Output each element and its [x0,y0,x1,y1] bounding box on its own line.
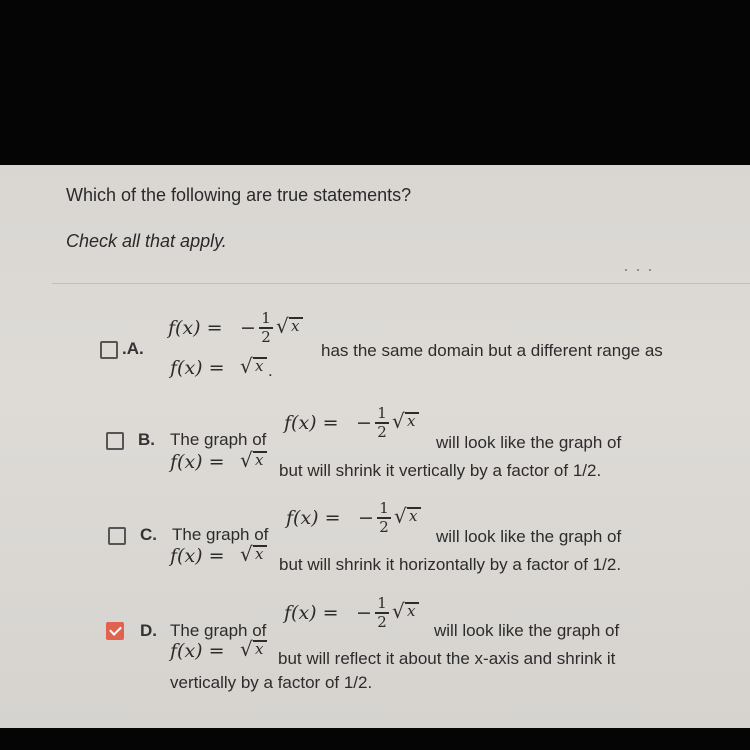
option-b-denominator: 2 [377,423,387,441]
option-a-checkbox[interactable] [100,341,118,359]
option-d-denominator: 2 [377,613,387,631]
option-d-text2: but will reflect it about the x-axis and shrink it [278,649,616,668]
option-d-radical-icon: √ [392,599,405,623]
option-d-text1: will look like the graph of [434,621,620,640]
option-c-numerator: 1 [379,499,389,517]
option-b-radical-icon: √ [392,409,405,433]
option-b-func-lhs: f(x) = [284,412,339,434]
option-c-letter: C. [140,525,157,544]
option-d-func2-lhs: f(x) = [170,640,225,662]
option-d-text3: vertically by a factor of 1/2. [170,673,373,692]
option-d-radicand: x [407,602,416,620]
question-text: Which of the following are true statements? [66,185,412,205]
divider-dot [649,269,651,271]
option-d-radicand2: x [255,640,264,658]
option-c-pre: The graph of [172,525,269,544]
option-a-radical-icon: √ [276,314,289,338]
option-d-pre: The graph of [170,621,267,640]
option-c-radical-icon: √ [394,504,407,528]
instruction-text: Check all that apply. [66,231,227,251]
divider [52,283,750,284]
option-a-letter: .A. [122,339,144,358]
option-c-func-lhs: f(x) = [286,507,341,529]
option-a-radicand2: x [255,357,264,375]
option-c-neg-sign: − [358,507,374,529]
option-b-checkbox[interactable] [106,432,124,450]
option-a-func-lhs: f(x) = [168,317,223,339]
bottom-bezel [0,728,750,750]
divider-dot [625,269,627,271]
option-a-func2-lhs: f(x) = [170,357,225,379]
option-d-letter: D. [140,621,157,640]
option-c-denominator: 2 [379,518,389,536]
option-d-neg-sign: − [356,602,372,624]
option-d-func-lhs: f(x) = [284,602,339,624]
option-b-pre: The graph of [170,430,267,449]
option-b-radicand: x [407,412,416,430]
option-c-text1: will look like the graph of [436,527,622,546]
option-d-radical2-icon: √ [240,637,253,661]
option-c-checkbox[interactable] [108,527,126,545]
option-b-func2-lhs: f(x) = [170,451,225,473]
option-c-func2-lhs: f(x) = [170,545,225,567]
option-d-checkbox[interactable] [106,622,124,640]
option-a-denominator: 2 [261,328,271,346]
option-b-neg-sign: − [356,412,372,434]
option-a-text: has the same domain but a different range as [321,341,663,360]
option-a-radicand: x [291,317,300,335]
option-c-text2: but will shrink it horizontally by a factor of 1/2. [279,555,622,574]
option-b-text1: will look like the graph of [436,433,622,452]
option-b-letter: B. [138,430,155,449]
option-b-radicand2: x [255,451,264,469]
option-a-period: . [268,361,273,380]
option-c-radical2-icon: √ [240,542,253,566]
option-b-radical2-icon: √ [240,448,253,472]
option-a-neg-sign: − [240,317,256,339]
option-b-text2: but will shrink it vertically by a factor of 1/2. [279,461,602,480]
option-a-radical2-icon: √ [240,354,253,378]
option-d-numerator: 1 [377,594,387,612]
option-c-radicand2: x [255,545,264,563]
divider-dot [637,269,639,271]
option-a-numerator: 1 [261,309,271,327]
top-bezel [0,0,750,165]
question-panel [0,165,750,728]
option-c-radicand: x [409,507,418,525]
option-b-numerator: 1 [377,404,387,422]
